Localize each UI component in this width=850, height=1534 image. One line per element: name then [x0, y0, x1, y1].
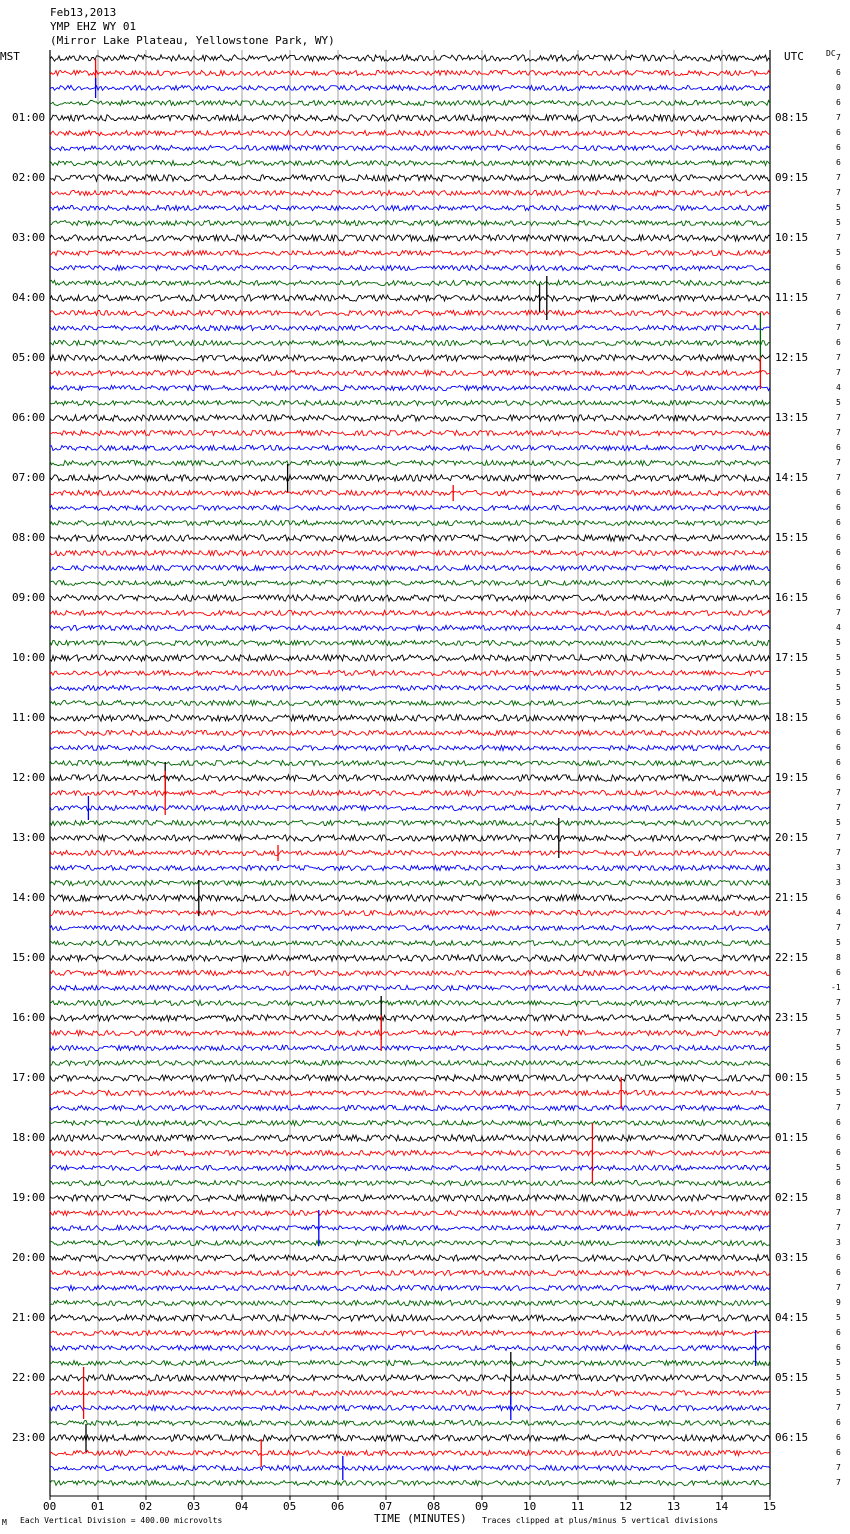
dc-offset-value: 6	[836, 1433, 841, 1442]
dc-offset-value: 7	[836, 173, 841, 182]
seismic-trace	[50, 1135, 770, 1141]
dc-offset-value: 5	[836, 1163, 841, 1172]
seismic-trace	[50, 310, 770, 315]
seismic-trace	[50, 640, 770, 645]
dc-offset-value: 6	[836, 278, 841, 287]
left-time-label: 10:00	[12, 651, 46, 664]
dc-offset-value: 6	[836, 443, 841, 452]
dc-offset-value: 7	[836, 1403, 841, 1412]
seismic-trace	[50, 715, 770, 721]
dc-offset-value: 7	[836, 368, 841, 377]
seismic-trace	[50, 1465, 770, 1470]
seismic-trace	[50, 1345, 770, 1350]
left-time-label: 07:00	[12, 471, 46, 484]
seismic-trace	[50, 160, 770, 165]
seismic-trace	[50, 1045, 770, 1050]
dc-offset-value: 6	[836, 773, 841, 782]
right-time-label: 14:15	[775, 471, 809, 484]
dc-offset-value: 7	[836, 1028, 841, 1037]
seismic-trace	[50, 970, 770, 975]
dc-offset-value: 7	[836, 353, 841, 362]
seismic-trace	[50, 235, 770, 241]
seismic-trace	[50, 1270, 770, 1275]
seismic-trace	[50, 355, 770, 361]
right-time-label: 10:15	[775, 231, 809, 244]
seismic-trace	[50, 1480, 770, 1485]
seismic-trace	[50, 1180, 770, 1185]
right-time-label: 18:15	[775, 711, 809, 724]
seismic-trace	[50, 1315, 770, 1321]
dc-offset-value: 7	[836, 428, 841, 437]
seismic-trace	[50, 205, 770, 210]
dc-offset-value: 5	[836, 1088, 841, 1097]
dc-offset-value: 0	[836, 83, 841, 92]
seismic-trace	[50, 985, 770, 990]
dc-offset-value: 5	[836, 818, 841, 827]
left-time-label: 15:00	[12, 951, 46, 964]
seismic-trace	[50, 1300, 770, 1305]
seismic-trace	[50, 565, 770, 570]
x-axis-label: TIME (MINUTES)	[374, 1512, 467, 1525]
dc-offset-value: 6	[836, 503, 841, 512]
right-time-label: 06:15	[775, 1431, 809, 1444]
seismic-trace	[50, 250, 770, 255]
dc-offset-value: 6	[836, 1448, 841, 1457]
left-time-label: 11:00	[12, 711, 46, 724]
dc-offset-value: 7	[836, 413, 841, 422]
seismic-trace	[50, 775, 770, 781]
dc-offset-value: 7	[836, 53, 841, 62]
dc-offset-value: 6	[836, 1268, 841, 1277]
right-time-label: 09:15	[775, 171, 809, 184]
seismic-trace	[50, 400, 770, 405]
seismic-trace	[50, 685, 770, 690]
dc-offset-value: 4	[836, 383, 841, 392]
dc-offset-value: 6	[836, 338, 841, 347]
dc-offset-value: 7	[836, 833, 841, 842]
seismic-trace	[50, 415, 770, 421]
seismic-trace	[50, 1150, 770, 1155]
right-time-label: 12:15	[775, 351, 809, 364]
seismic-trace	[50, 130, 770, 135]
dc-offset-value: 5	[836, 1358, 841, 1367]
dc-offset-value: 6	[836, 1133, 841, 1142]
seismic-trace	[50, 655, 770, 661]
seismic-trace	[50, 760, 770, 765]
x-tick-label: 04	[235, 1500, 249, 1513]
left-time-label: 06:00	[12, 411, 46, 424]
dc-offset-value: 6	[836, 1418, 841, 1427]
x-tick-label: 14	[715, 1500, 729, 1513]
seismic-trace	[50, 805, 770, 810]
footer-clip-note: Traces clipped at plus/minus 5 vertical divisions	[482, 1516, 719, 1525]
dc-offset-value: 5	[836, 248, 841, 257]
dc-offset-value: 6	[836, 713, 841, 722]
dc-offset-value: 7	[836, 1208, 841, 1217]
seismic-trace	[50, 1285, 770, 1290]
left-time-label: 09:00	[12, 591, 46, 604]
x-tick-label: 02	[139, 1500, 153, 1513]
seismic-trace	[50, 625, 770, 630]
dc-offset-value: 6	[836, 488, 841, 497]
seismic-trace	[50, 925, 770, 930]
seismic-trace	[50, 790, 770, 795]
right-time-label: 23:15	[775, 1011, 809, 1024]
left-time-label: 13:00	[12, 831, 46, 844]
seismic-trace	[50, 490, 770, 495]
seismic-trace	[50, 1030, 770, 1035]
dc-offset-value: 6	[836, 548, 841, 557]
x-tick-label: 08	[427, 1500, 441, 1513]
right-time-label: 03:15	[775, 1251, 809, 1264]
seismic-trace	[50, 730, 770, 735]
seismic-trace	[50, 475, 770, 481]
seismic-trace	[50, 280, 770, 285]
right-time-label: 05:15	[775, 1371, 809, 1384]
seismic-trace	[50, 745, 770, 750]
seismic-trace	[50, 1060, 770, 1065]
dc-offset-value: 5	[836, 1013, 841, 1022]
x-tick-label: 01	[91, 1500, 105, 1513]
right-time-label: 04:15	[775, 1311, 809, 1324]
x-tick-label: 06	[331, 1500, 345, 1513]
left-time-label: 19:00	[12, 1191, 46, 1204]
footer-corner-mark: M	[2, 1518, 7, 1527]
dc-offset-value: 4	[836, 623, 841, 632]
seismic-trace	[50, 1120, 770, 1125]
dc-offset-value: 5	[836, 683, 841, 692]
dc-offset-value: 7	[836, 1103, 841, 1112]
dc-offset-value: 7	[836, 293, 841, 302]
right-time-label: 08:15	[775, 111, 809, 124]
dc-offset-value: 6	[836, 1343, 841, 1352]
dc-offset-value: 6	[836, 128, 841, 137]
footer-scale-note: Each Vertical Division = 400.00 microvolts	[20, 1516, 223, 1525]
dc-offset-value: 9	[836, 1298, 841, 1307]
seismic-trace	[50, 820, 770, 825]
right-time-label: 22:15	[775, 951, 809, 964]
seismic-trace	[50, 1225, 770, 1230]
header-date: Feb13,2013	[50, 6, 117, 19]
left-time-label: 14:00	[12, 891, 46, 904]
seismic-trace	[50, 940, 770, 945]
right-time-label: 15:15	[775, 531, 809, 544]
header-station: YMP EHZ WY 01	[50, 20, 137, 33]
dc-offset-value: 5	[836, 1373, 841, 1382]
seismic-trace	[50, 1450, 770, 1455]
dc-offset-value: 7	[836, 113, 841, 122]
seismic-trace	[50, 1255, 770, 1261]
dc-offset-value: 6	[836, 1148, 841, 1157]
seismic-trace	[50, 535, 770, 541]
dc-offset-value: 3	[836, 1238, 841, 1247]
dc-label: DC	[826, 49, 836, 58]
dc-offset-value: -1	[831, 983, 841, 992]
seismic-trace	[50, 1240, 770, 1245]
dc-offset-value: 6	[836, 143, 841, 152]
dc-offset-value: 6	[836, 518, 841, 527]
left-time-label: 01:00	[12, 111, 46, 124]
seismic-trace	[50, 340, 770, 345]
seismic-trace	[50, 865, 770, 870]
left-time-label: 12:00	[12, 771, 46, 784]
dc-offset-value: 5	[836, 218, 841, 227]
right-time-label: 19:15	[775, 771, 809, 784]
left-time-label: 18:00	[12, 1131, 46, 1144]
seismic-trace	[50, 595, 770, 601]
right-time-label: 20:15	[775, 831, 809, 844]
dc-offset-value: 6	[836, 893, 841, 902]
dc-offset-value: 6	[836, 578, 841, 587]
dc-offset-value: 7	[836, 608, 841, 617]
seismic-trace	[50, 700, 770, 705]
dc-offset-value: 6	[836, 1328, 841, 1337]
x-tick-label: 05	[283, 1500, 297, 1513]
seismic-trace	[50, 880, 770, 885]
left-time-label: 23:00	[12, 1431, 46, 1444]
dc-offset-value: 7	[836, 1463, 841, 1472]
dc-offset-value: 6	[836, 728, 841, 737]
seismic-trace	[50, 955, 770, 961]
left-time-label: 21:00	[12, 1311, 46, 1324]
seismic-trace	[50, 506, 770, 511]
x-tick-label: 11	[571, 1500, 585, 1513]
seismic-trace	[50, 835, 770, 841]
dc-offset-value: 7	[836, 473, 841, 482]
x-tick-label: 09	[475, 1500, 489, 1513]
seismic-trace	[50, 1330, 770, 1335]
x-tick-label: 00	[43, 1500, 57, 1513]
dc-offset-value: 7	[836, 803, 841, 812]
dc-offset-value: 7	[836, 1223, 841, 1232]
dc-offset-value: 5	[836, 1043, 841, 1052]
seismic-trace	[50, 1390, 770, 1395]
seismic-trace	[50, 1000, 770, 1005]
seismic-trace	[50, 430, 770, 435]
dc-offset-value: 7	[836, 233, 841, 242]
right-time-label: 00:15	[775, 1071, 809, 1084]
left-time-label: 03:00	[12, 231, 46, 244]
left-time-label: 16:00	[12, 1011, 46, 1024]
seismic-trace	[50, 370, 770, 375]
seismic-trace	[50, 895, 770, 901]
seismic-trace	[50, 610, 770, 615]
dc-offset-value: 5	[836, 1388, 841, 1397]
dc-offset-value: 5	[836, 1073, 841, 1082]
dc-offset-value: 6	[836, 98, 841, 107]
seismic-trace	[50, 1375, 770, 1381]
right-time-label: 16:15	[775, 591, 809, 604]
dc-offset-value: 5	[836, 698, 841, 707]
dc-offset-value: 7	[836, 323, 841, 332]
dc-offset-value: 4	[836, 908, 841, 917]
seismic-trace	[50, 1090, 770, 1095]
seismic-trace	[50, 1435, 770, 1441]
dc-offset-value: 6	[836, 968, 841, 977]
right-time-label: 13:15	[775, 411, 809, 424]
left-time-label: 17:00	[12, 1071, 46, 1084]
dc-offset-value: 3	[836, 863, 841, 872]
left-time-label: 22:00	[12, 1371, 46, 1384]
dc-offset-value: 3	[836, 878, 841, 887]
seismic-trace	[50, 295, 770, 301]
dc-offset-value: 5	[836, 638, 841, 647]
seismic-trace	[50, 1075, 770, 1081]
seismic-trace	[50, 1420, 770, 1425]
dc-offset-value: 8	[836, 953, 841, 962]
dc-offset-value: 6	[836, 743, 841, 752]
seismic-trace	[50, 550, 770, 555]
dc-offset-value: 6	[836, 263, 841, 272]
dc-offset-value: 7	[836, 458, 841, 467]
dc-offset-value: 6	[836, 158, 841, 167]
dc-offset-value: 7	[836, 848, 841, 857]
right-time-label: 02:15	[775, 1191, 809, 1204]
seismic-trace	[50, 1210, 770, 1215]
seismic-trace	[50, 266, 770, 271]
dc-offset-value: 8	[836, 1193, 841, 1202]
right-time-label: 21:15	[775, 891, 809, 904]
x-tick-label: 07	[379, 1500, 393, 1513]
seismic-trace	[50, 175, 770, 181]
seismic-trace	[50, 1405, 770, 1410]
seismic-trace	[50, 580, 770, 585]
seismic-trace	[50, 220, 770, 225]
seismic-trace	[50, 115, 770, 121]
header-location: (Mirror Lake Plateau, Yellowstone Park, WY)	[50, 34, 335, 47]
seismic-trace	[50, 520, 770, 525]
seismic-trace	[50, 100, 770, 105]
seismic-trace	[50, 1165, 770, 1170]
right-time-label: 11:15	[775, 291, 809, 304]
left-timezone-label: MST	[0, 50, 20, 63]
seismic-trace	[50, 460, 770, 465]
dc-offset-value: 5	[836, 938, 841, 947]
dc-offset-value: 6	[836, 758, 841, 767]
x-tick-label: 15	[763, 1500, 777, 1513]
left-time-label: 04:00	[12, 291, 46, 304]
dc-offset-value: 5	[836, 1313, 841, 1322]
seismic-trace	[50, 670, 770, 675]
x-tick-label: 13	[667, 1500, 681, 1513]
dc-offset-value: 5	[836, 203, 841, 212]
dc-offset-value: 5	[836, 653, 841, 662]
seismic-trace	[50, 1360, 770, 1365]
dc-offset-value: 6	[836, 68, 841, 77]
seismic-trace	[50, 445, 770, 450]
right-timezone-label: UTC	[784, 50, 804, 63]
dc-offset-value: 6	[836, 1253, 841, 1262]
seismic-trace	[50, 55, 770, 61]
x-tick-label: 03	[187, 1500, 201, 1513]
seismic-trace	[50, 910, 770, 915]
left-time-label: 20:00	[12, 1251, 46, 1264]
dc-offset-value: 7	[836, 1283, 841, 1292]
seismic-trace	[50, 190, 770, 195]
dc-offset-value: 5	[836, 668, 841, 677]
seismic-trace	[50, 70, 770, 75]
dc-offset-value: 6	[836, 593, 841, 602]
dc-offset-value: 7	[836, 788, 841, 797]
seismic-trace	[50, 1105, 770, 1110]
dc-offset-value: 6	[836, 308, 841, 317]
dc-offset-value: 5	[836, 398, 841, 407]
seismic-trace	[50, 85, 770, 90]
left-time-label: 02:00	[12, 171, 46, 184]
dc-offset-value: 6	[836, 1118, 841, 1127]
dc-offset-value: 7	[836, 923, 841, 932]
dc-offset-value: 7	[836, 188, 841, 197]
dc-offset-value: 6	[836, 563, 841, 572]
x-tick-label: 12	[619, 1500, 633, 1513]
dc-offset-value: 6	[836, 1178, 841, 1187]
dc-offset-value: 6	[836, 1058, 841, 1067]
dc-offset-value: 6	[836, 533, 841, 542]
dc-offset-value: 7	[836, 998, 841, 1007]
seismic-trace	[50, 1015, 770, 1021]
seismic-trace	[50, 385, 770, 390]
seismic-trace	[50, 850, 770, 855]
left-time-label: 05:00	[12, 351, 46, 364]
seismic-trace	[50, 1195, 770, 1201]
x-tick-label: 10	[523, 1500, 537, 1513]
right-time-label: 01:15	[775, 1131, 809, 1144]
seismic-trace	[50, 145, 770, 150]
right-time-label: 17:15	[775, 651, 809, 664]
seismic-trace	[50, 325, 770, 330]
left-time-label: 08:00	[12, 531, 46, 544]
dc-offset-value: 7	[836, 1478, 841, 1487]
